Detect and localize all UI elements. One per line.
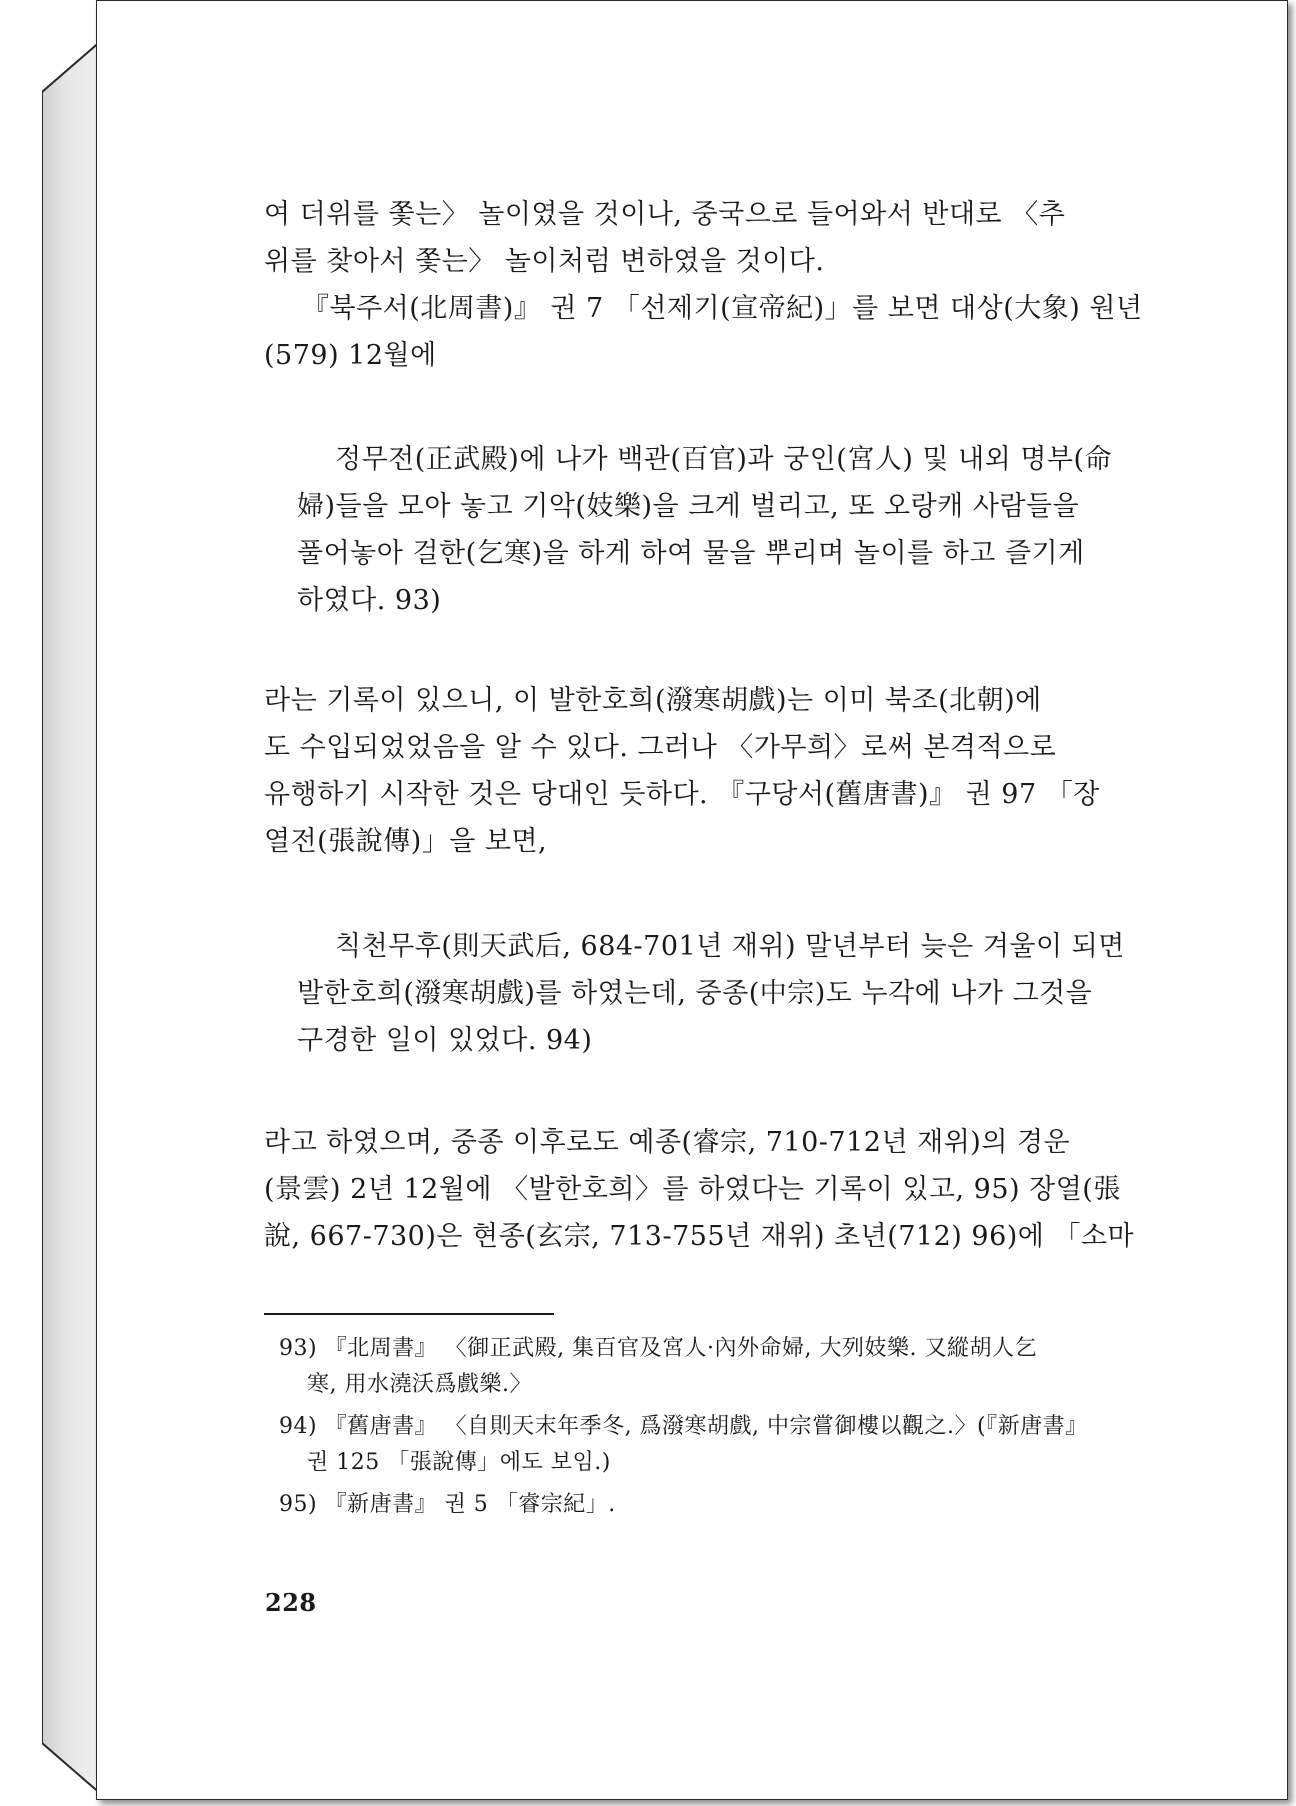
block-quote-1 bbox=[297, 436, 1212, 624]
text-line: (景雲) 2년 12월에 〈발한호희〉를 하였다는 기록이 있고, 95) 장열(張 bbox=[264, 1174, 1121, 1205]
paragraph-4 bbox=[264, 1119, 1212, 1260]
text-line: 위를 찾아서 쫓는〉 놀이처럼 변하였을 것이다. bbox=[264, 246, 825, 277]
text-line: 婦)들을 모아 놓고 기악(妓樂)을 크게 벌리고, 또 오랑캐 사람들을 bbox=[297, 491, 1080, 522]
footnote-94 bbox=[279, 1409, 1209, 1481]
footnote-divider bbox=[264, 1313, 554, 1315]
paragraph-1 bbox=[264, 191, 1212, 285]
footnote-line: 94) 『舊唐書』 〈自則天末年季冬, 爲潑寒胡戲, 中宗嘗御樓以觀之.〉(『新唐書』 bbox=[279, 1414, 1088, 1439]
book-spine bbox=[42, 40, 102, 1795]
footnote-95 bbox=[279, 1487, 1209, 1523]
text-line: (579) 12월에 bbox=[264, 340, 437, 371]
footnote-93 bbox=[279, 1331, 1209, 1403]
text-line: 하였다. 93) bbox=[297, 585, 442, 616]
book-page bbox=[96, 0, 1288, 1800]
text-line: 도 수입되었었음을 알 수 있다. 그러나 〈가무희〉로써 본격적으로 bbox=[264, 732, 1057, 763]
text-line: 칙천무후(則天武后, 684-701년 재위) 말년부터 늦은 겨울이 되면 bbox=[335, 931, 1125, 962]
page-number: 228 bbox=[265, 1588, 317, 1617]
text-line: 라고 하였으며, 중종 이후로도 예종(睿宗, 710-712년 재위)의 경운 bbox=[264, 1127, 1071, 1158]
footnote-line: 권 125 「張說傳」에도 보임.) bbox=[307, 1450, 611, 1475]
footnote-line: 寒, 用水澆沃爲戲樂.〉 bbox=[307, 1372, 532, 1397]
text-line: 정무전(正武殿)에 나가 백관(百官)과 궁인(宮人) 및 내외 명부(命 bbox=[335, 444, 1113, 475]
footnote-line: 95) 『新唐書』 권 5 「睿宗紀」. bbox=[279, 1492, 616, 1517]
text-line: 『북주서(北周書)』 권 7 「선제기(宣帝紀)」를 보면 대상(大象) 원년 bbox=[302, 293, 1143, 324]
text-line: 구경한 일이 있었다. 94) bbox=[297, 1025, 593, 1056]
block-quote-2 bbox=[297, 923, 1212, 1064]
text-line: 풀어놓아 걸한(乞寒)을 하게 하여 물을 뿌리며 놀이를 하고 즐기게 bbox=[297, 538, 1085, 569]
paragraph-2 bbox=[264, 285, 1212, 379]
paragraph-3 bbox=[264, 677, 1212, 865]
text-line: 여 더위를 쫓는〉 놀이였을 것이나, 중국으로 들어와서 반대로 〈추 bbox=[264, 199, 1066, 230]
text-line: 라는 기록이 있으니, 이 발한호희(潑寒胡戲)는 이미 북조(北朝)에 bbox=[264, 685, 1042, 716]
text-line: 유행하기 시작한 것은 당대인 듯하다. 『구당서(舊唐書)』 권 97 「장 bbox=[264, 779, 1100, 810]
footnote-line: 93) 『北周書』 〈御正武殿, 集百官及宮人·內外命婦, 大列妓樂. 又縱胡人乞 bbox=[279, 1336, 1038, 1361]
text-line: 발한호희(潑寒胡戲)를 하였는데, 중종(中宗)도 누각에 나가 그것을 bbox=[297, 978, 1093, 1009]
text-line: 열전(張說傳)」을 보면, bbox=[264, 826, 548, 857]
text-line: 說, 667-730)은 현종(玄宗, 713-755년 재위) 초년(712) 96)에 「소마 bbox=[264, 1221, 1135, 1252]
